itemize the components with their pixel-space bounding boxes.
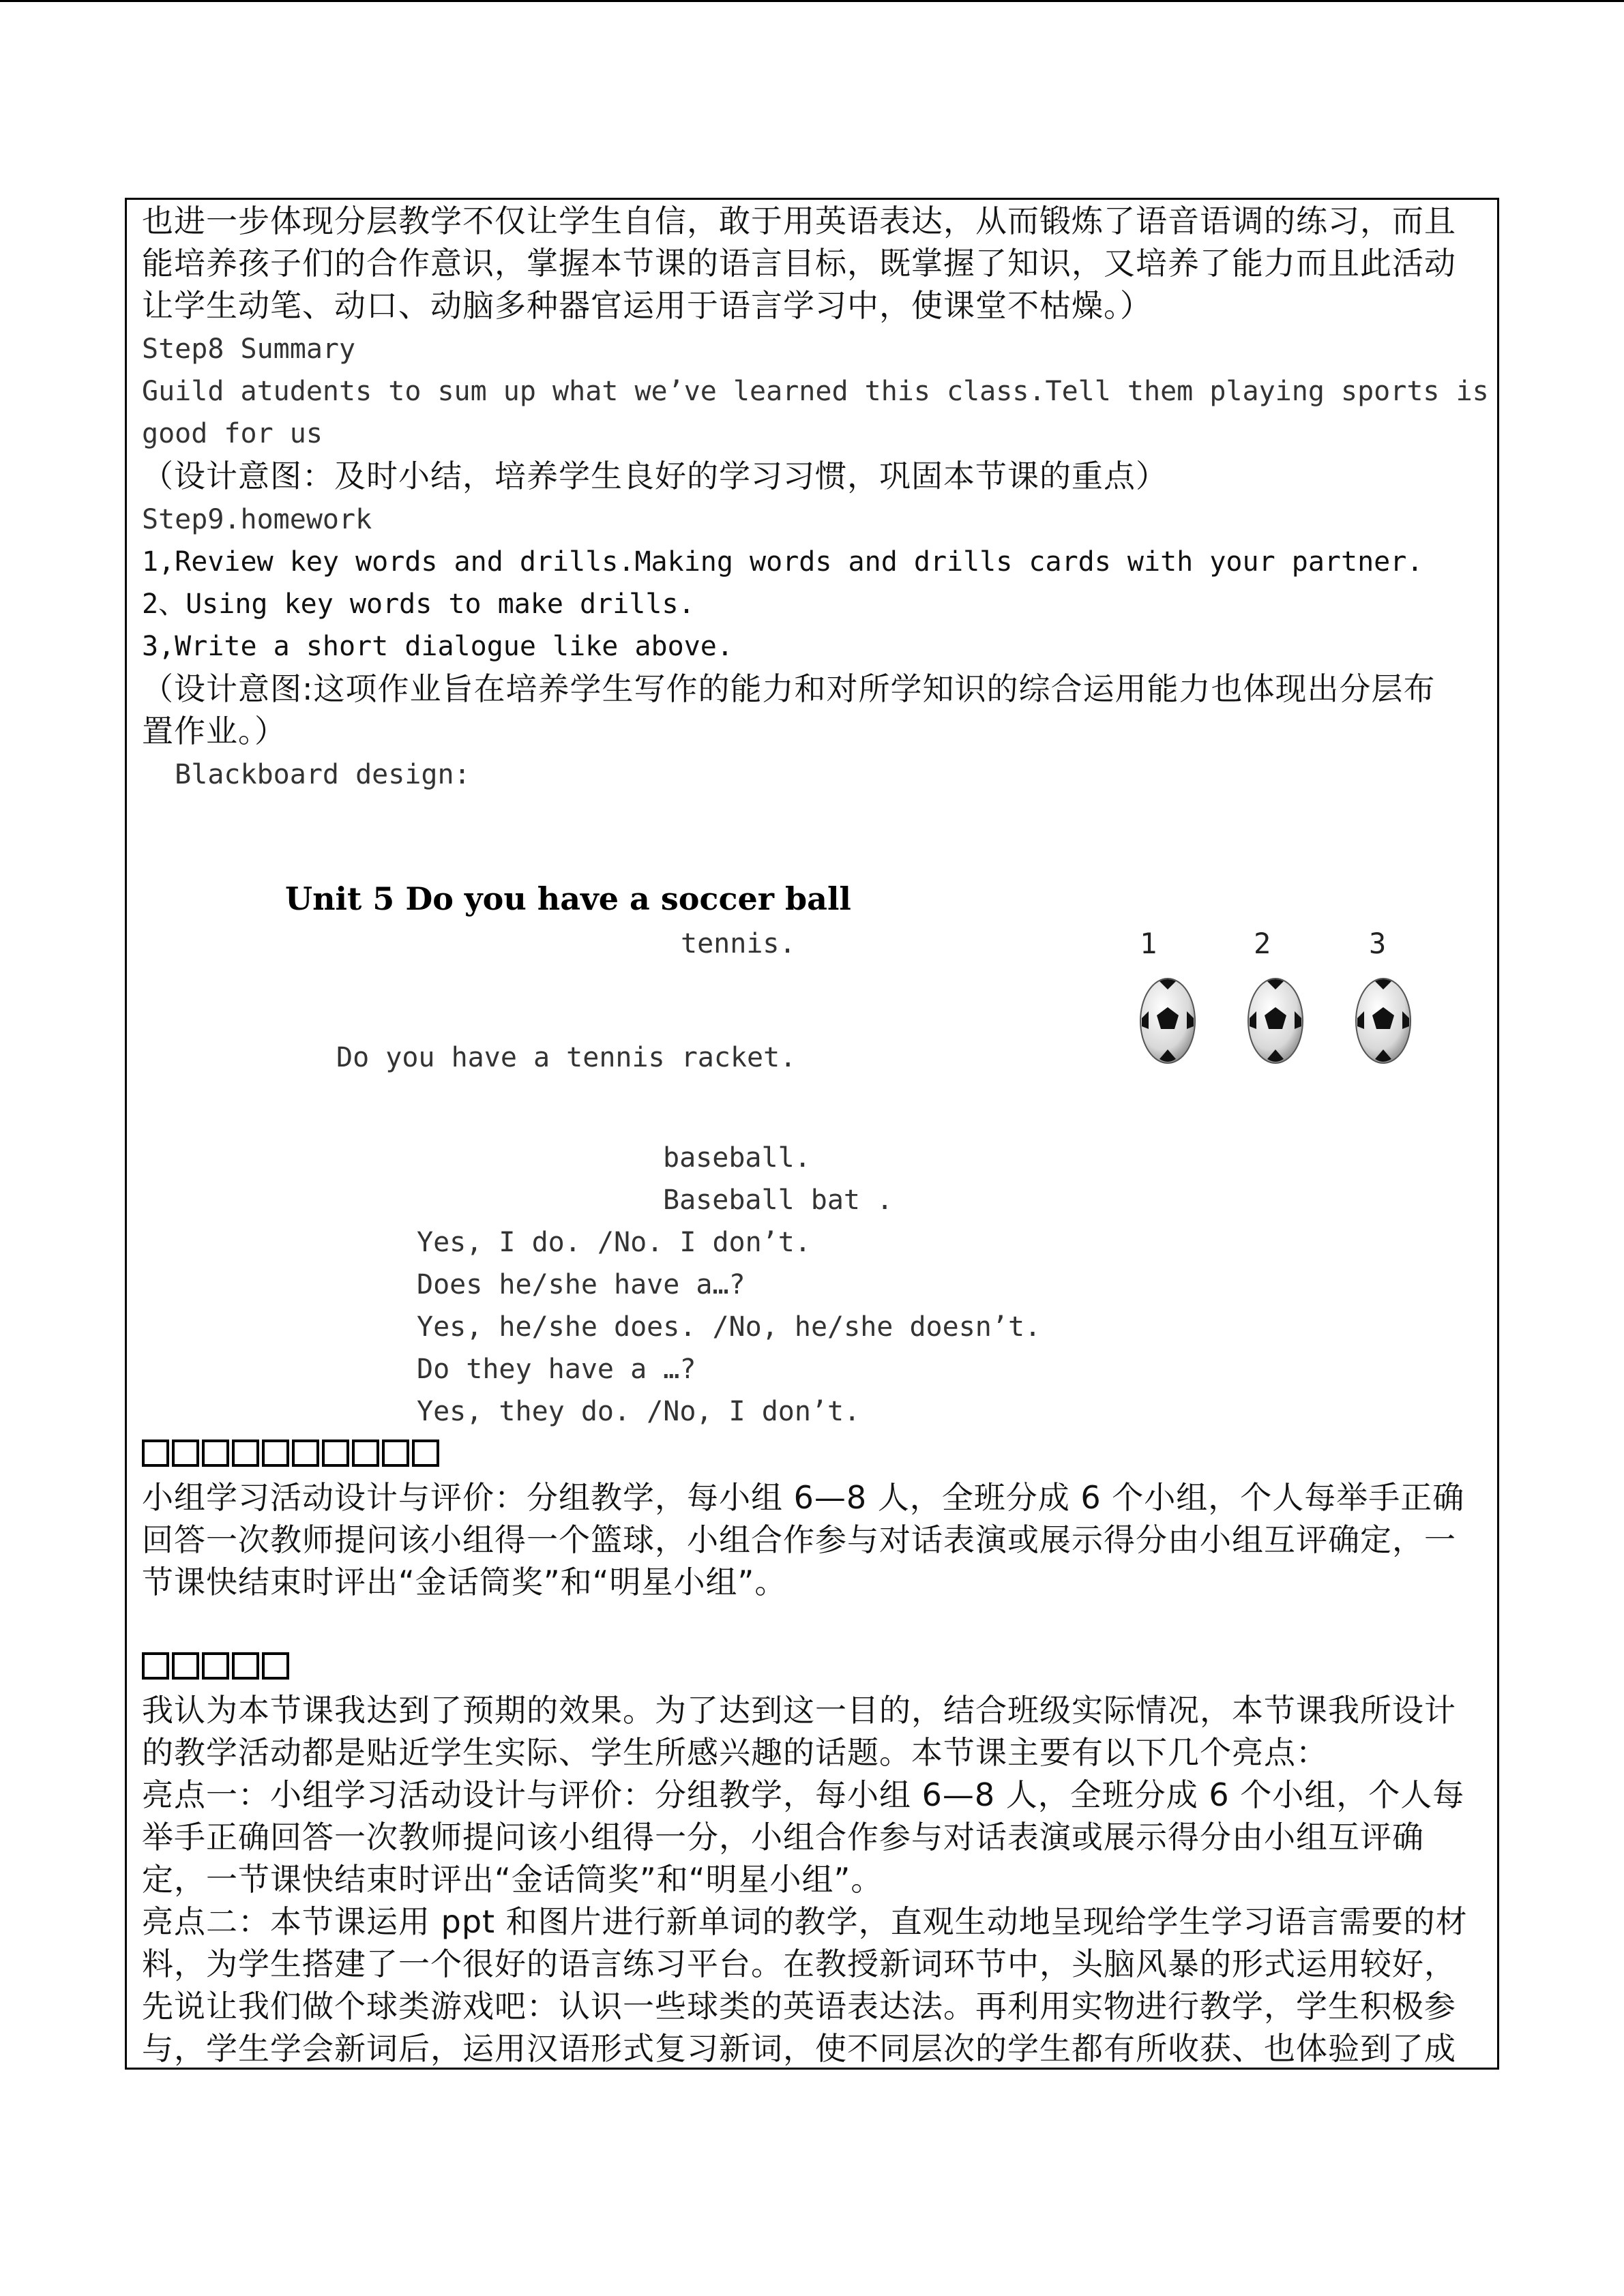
eval-line-2: 回答一次教师提问该小组得一个篮球，小组合作参与对话表演或展示得分由小组互评确定，一 [142,1521,1456,1558]
group-number-3: 3 [1369,927,1387,960]
lesson-plan-table-cell [125,198,1499,2070]
blackboard-racket: Do you have a tennis racket. [336,1042,797,1073]
drill-line-5: Yes, they do. /No, I don’t. [417,1396,861,1427]
blackboard-tennis: tennis. [681,928,796,959]
homework-item-3: 3,Write a short dialogue like above. [142,631,733,662]
reflect-line-1: 我认为本节课我达到了预期的效果。为了达到这一目的，结合班级实际情况，本节课我所设计 [142,1692,1456,1729]
section-heading-eval-glyph-boxes [142,1440,439,1467]
soccer-ball-icon [1355,977,1412,1064]
blackboard-title: Unit 5 Do you have a soccer ball [285,880,851,917]
reflect-line-9: 与，学生学会新词后，运用汉语形式复习新词，使不同层次的学生都有所收获、也体验到了成 [142,2030,1456,2067]
section-heading-reflect-glyph-boxes [142,1652,289,1680]
reflect-line-3: 亮点一：小组学习活动设计与评价：分组教学，每小组 6—8 人，全班分成 6 个小组，个人每 [142,1776,1465,1813]
drill-line-1: Yes, I do. /No. I don’t. [417,1227,811,1258]
homework-item-2: 2、Using key words to make drills. [142,588,695,620]
soccer-ball-icon [1139,977,1196,1064]
top-rule [0,0,1624,2]
intro-line-3: 让学生动笔、动口、动脑多种器官运用于语言学习中，使课堂不枯燥。） [142,287,1152,324]
reflect-line-5: 定，一节课快结束时评出“金话筒奖”和“明星小组”。 [142,1861,883,1898]
reflect-line-6: 亮点二：本节课运用 ppt 和图片进行新单词的教学，直观生动地呈现给学生学习语言需要的材 [142,1903,1468,1940]
step9-title: Step9.homework [142,504,372,535]
soccer-ball-icon [1247,977,1304,1064]
step8-intent: （设计意图：及时小结，培养学生良好的学习习惯，巩固本节课的重点） [142,458,1168,494]
drill-line-3: Yes, he/she does. /No, he/she doesn’t. [417,1311,1042,1343]
blackboard-bat: Baseball bat . [663,1184,894,1216]
intro-line-2: 能培养孩子们的合作意识，掌握本节课的语言目标，既掌握了知识，又培养了能力而且此活动 [142,245,1456,282]
step8-line-2: good for us [142,418,323,449]
step8-title: Step8 Summary [142,333,356,365]
step9-intent-line-2: 置作业。） [142,713,286,749]
group-number-2: 2 [1254,927,1271,960]
intro-line-1: 也进一步体现分层教学不仅让学生自信，敢于用英语表达，从而锻炼了语音语调的练习，而且 [142,203,1456,239]
step9-intent-line-1: （设计意图:这项作业旨在培养学生写作的能力和对所学知识的综合运用能力也体现出分层布 [142,670,1436,707]
eval-line-3: 节课快结束时评出“金话筒奖”和“明星小组”。 [142,1564,787,1600]
reflect-line-7: 料，为学生搭建了一个很好的语言练习平台。在教授新词环节中，头脑风暴的形式运用较好， [142,1945,1456,1982]
blackboard-label: Blackboard design: [142,759,471,790]
reflect-line-4: 举手正确回答一次教师提问该小组得一分，小组合作参与对话表演或展示得分由小组互评确 [142,1819,1424,1855]
group-number-1: 1 [1140,927,1157,960]
eval-line-1: 小组学习活动设计与评价：分组教学，每小组 6—8 人，全班分成 6 个小组，个人每举手正确 [142,1479,1465,1516]
homework-item-1: 1,Review key words and drills.Making words and drills cards with your partner. [142,546,1423,578]
step8-line-1: Guild atudents to sum up what we’ve learned this class.Tell them playing sports is [142,376,1489,407]
drill-line-2: Does he/she have a…? [417,1269,745,1300]
reflect-line-8: 先说让我们做个球类游戏吧：认识一些球类的英语表达法。再利用实物进行教学，学生积极参 [142,1988,1456,2025]
reflect-line-2: 的教学活动都是贴近学生实际、学生所感兴趣的话题。本节课主要有以下几个亮点： [142,1734,1328,1771]
drill-line-4: Do they have a …? [417,1354,696,1385]
blackboard-baseball: baseball. [663,1142,811,1174]
